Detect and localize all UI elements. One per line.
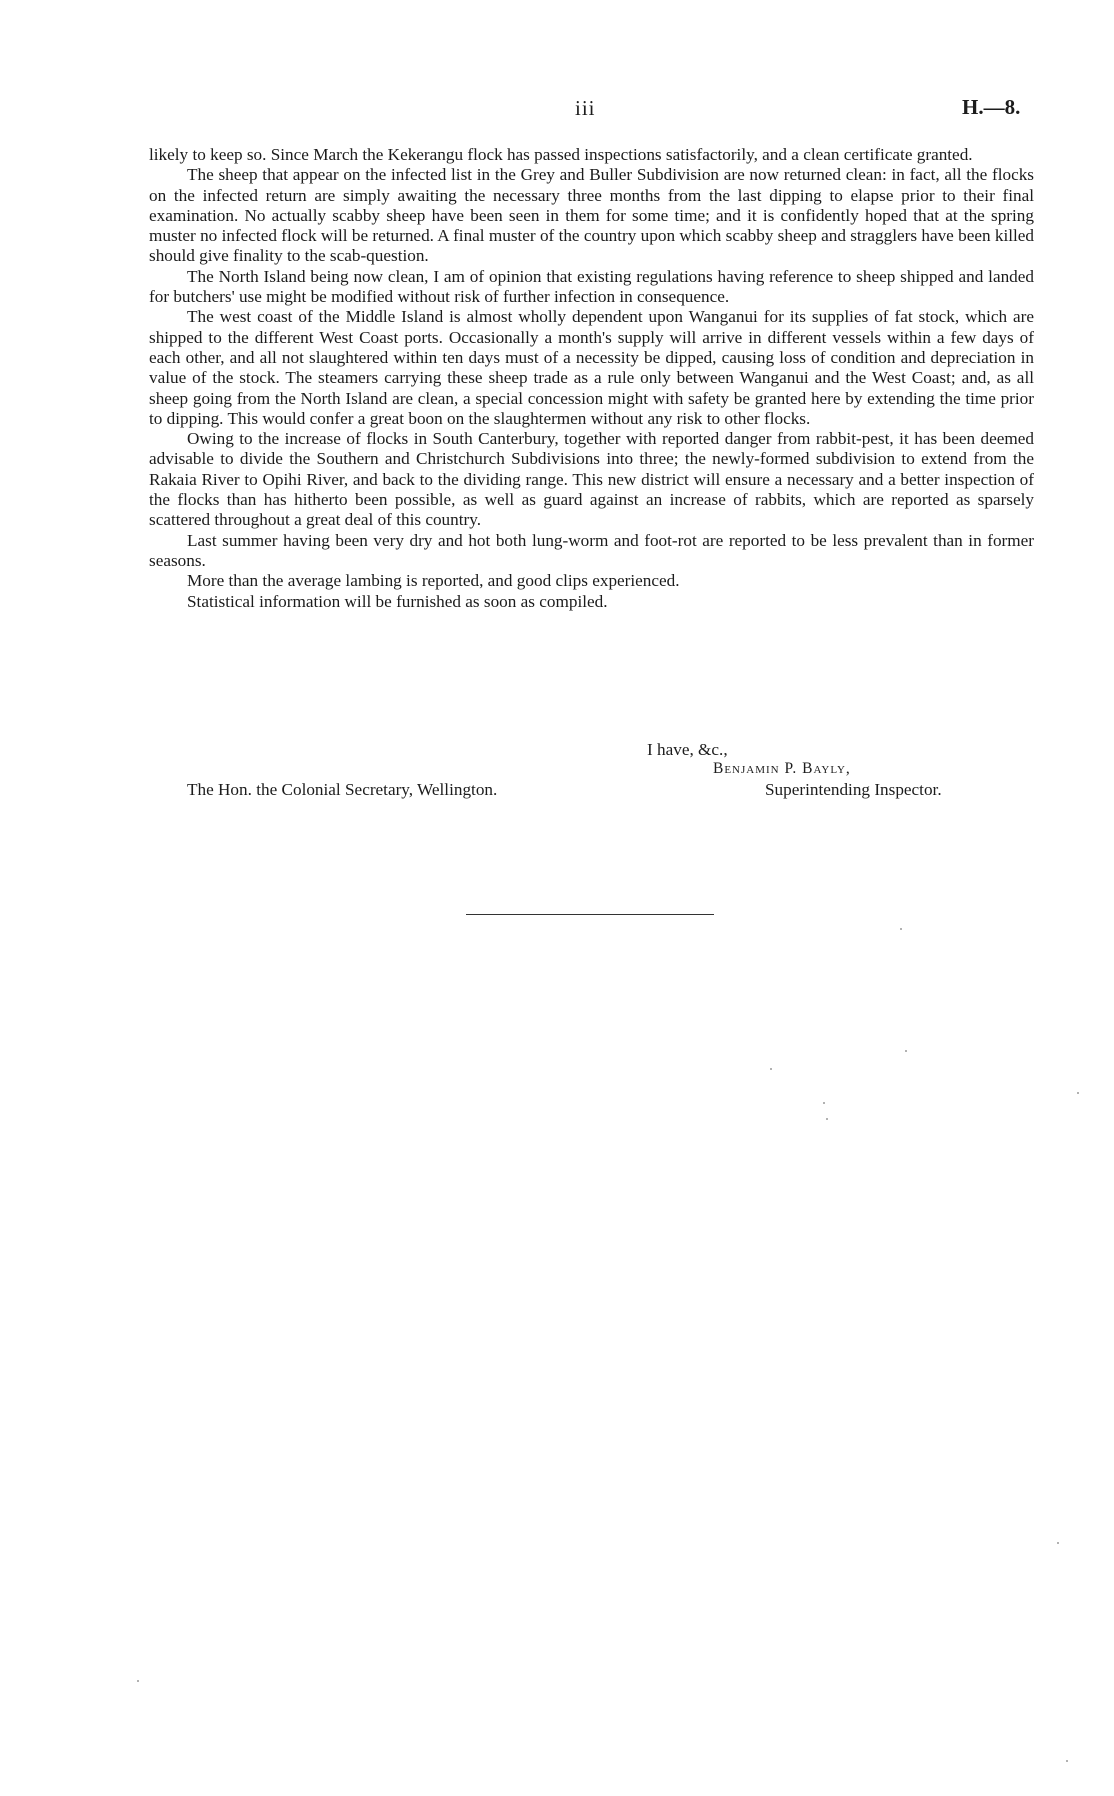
- paragraph-grey-buller: The sheep that appear on the infected list in the Grey and Buller Subdivision are now returned clean: in fact, all the flocks on the infected return are simply awaiting the necessary three months from the last dipping to elapse prior to their final examination. No actually scabby sheep have been seen in them for some time; and it is confidently hoped that at the spring muster no infected flock will be returned. A final muster of the country upon which scabby sheep and stragglers have been killed should give finality to the scab-question.: [149, 165, 1034, 266]
- scan-speck: [1057, 1542, 1059, 1544]
- page-number: iii: [575, 96, 596, 120]
- scan-speck: [826, 1118, 828, 1120]
- paragraph-west-coast: The west coast of the Middle Island is almost wholly dependent upon Wanganui for its supplies of fat stock, which are shipped to the different West Coast ports. Occasionally a month's supply will arrive in different vessels within a few days of each other, and all not slaughtered within ten days must of a necessity be dipped, causing loss of condition and depreciation in value of the stock. The steamers carrying these sheep trade as a rule only between Wanganui and the West Coast; and, as all sheep going from the North Island are clean, a special concession might with safety be granted here by extending the time prior to dipping. This would confer a great boon on the slaughtermen without any risk to other flocks.: [149, 307, 1034, 428]
- paragraph-continuation: likely to keep so. Since March the Kekerangu flock has passed inspections satisfactorily, and a clean certificate granted.: [149, 145, 973, 164]
- paragraph-lung-worm: Last summer having been very dry and hot both lung-worm and foot-rot are reported to be less prevalent than in former seasons.: [149, 530, 1034, 570]
- scan-speck: [1077, 1092, 1079, 1094]
- document-reference: H.—8.: [962, 95, 1021, 119]
- addressee: The Hon. the Colonial Secretary, Wellington.: [187, 780, 498, 799]
- scan-speck: [770, 1068, 772, 1070]
- paragraph-statistics: Statistical information will be furnished as soon as compiled.: [187, 591, 608, 611]
- scan-speck: [900, 928, 902, 930]
- closing-salutation: I have, &c.,: [647, 740, 728, 759]
- paragraph-lambing: More than the average lambing is reported, and good clips experienced.: [187, 571, 680, 591]
- scan-speck: [823, 1102, 825, 1104]
- letter-body: [149, 145, 1034, 612]
- scan-speck: [137, 1680, 139, 1682]
- scan-speck: [905, 1050, 907, 1052]
- paragraph-south-canterbury: Owing to the increase of flocks in South Canterbury, together with reported danger from rabbit-pest, it has been deemed advisable to divide the Southern and Christchurch Subdivisions into three; the newly-formed subdivision to extend from the Rakaia River to Opihi River, and back to the dividing range. This new district will ensure a necessary and a better inspection of the flocks than has hitherto been possible, as well as guard against an increase of rabbits, which are reported as sparsely scattered throughout a great deal of this country.: [149, 429, 1034, 530]
- signatory-name: Benjamin P. Bayly,: [713, 760, 851, 777]
- scan-speck: [1066, 1760, 1068, 1762]
- paragraph-north-island: The North Island being now clean, I am of opinion that existing regulations having reference to sheep shipped and landed for butchers' use might be modified without risk of further infection in consequence.: [149, 266, 1034, 307]
- signatory-title: Superintending Inspector.: [765, 780, 942, 799]
- section-divider: [466, 914, 714, 915]
